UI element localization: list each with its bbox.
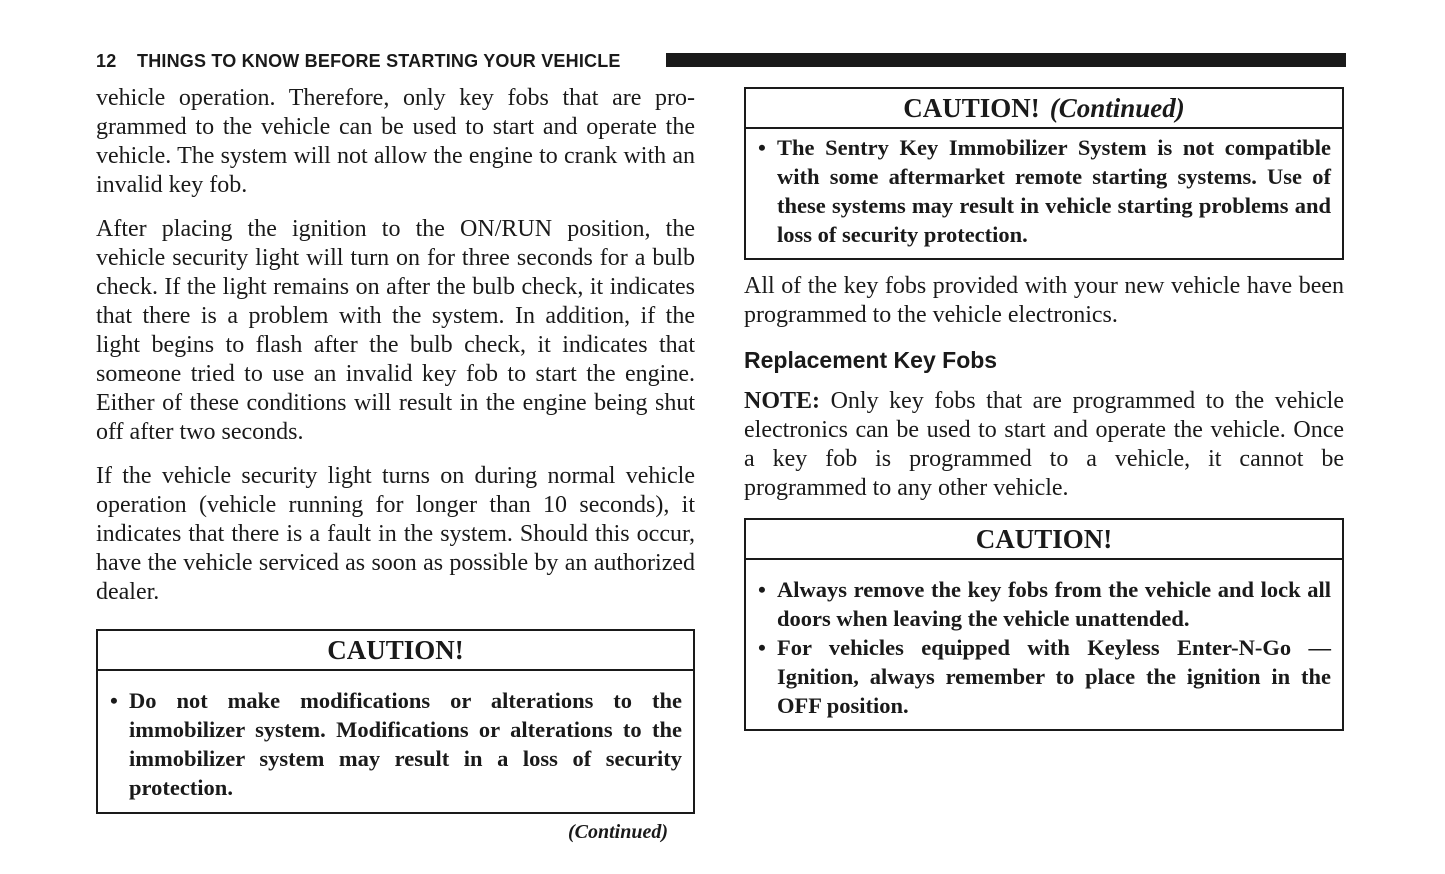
note-text: Only key fobs that are programmed to the vehicle electronics can be used to start and operate the vehicle. Once a key fob is programmed to a vehicle, it cannot be programmed to any other vehicle. <box>744 388 1345 501</box>
paragraph-bulb-check: After placing the ignition to the ON/RUN position, the vehicle security light will turn on for three seconds for a bulb check. If the light remains on after the bulb check, it indicates that there is a problem with the system. In addition, if the light begins to flash after the bulb check, it indicates that someone tried to use an invalid key fob to start the engine. Either of these conditions will result in the engine being shut off after two seconds. <box>96 216 695 445</box>
paragraph-security-light-fault: If the vehicle security light turns on during normal vehicle operation (vehicle running for longer than 10 seconds), it indicates that there is a fault in the system. Should this occur, have the vehicle serviced as soon as possible by an authorized dealer. <box>96 463 695 605</box>
caution-heading <box>98 631 693 671</box>
caution-item: • Always remove the key fobs from the vehicle and lock all doors when leaving the vehicle unattended. <box>758 575 1331 633</box>
section-heading-replacement-key-fobs: Replacement Key Fobs <box>744 347 998 373</box>
caution-heading-text: CAUTION! <box>327 635 464 665</box>
continued-label: (Continued) <box>568 821 669 843</box>
page-header <box>96 49 1346 73</box>
page-number: 12 <box>96 51 117 71</box>
section-title: THINGS TO KNOW BEFORE STARTING YOUR VEHICLE <box>137 51 621 71</box>
caution-item: • The Sentry Key Immobilizer System is not compatible with some aftermarket remote starting systems. Use of these systems may result in vehicle starting problems and loss of security protection. <box>758 133 1331 249</box>
header-rule <box>666 53 1346 67</box>
caution-heading <box>746 89 1342 129</box>
caution-item: • For vehicles equipped with Keyless Enter-N-Go — Ignition, always remember to place the ignition in the OFF position. <box>758 633 1331 720</box>
right-column <box>744 87 1344 731</box>
caution-box-continued <box>744 87 1344 260</box>
caution-continued-suffix: (Continued) <box>1049 93 1185 123</box>
caution-box-key-fobs <box>744 518 1344 731</box>
paragraph-key-fob-operation: vehicle operation. Therefore, only key fobs that are programmed to the vehicle can be used to start and operate the vehicle. The system will not allow the engine to crank with an invalid key fob. <box>96 85 695 198</box>
paragraph-fobs-programmed: All of the key fobs provided with your new vehicle have been programmed to the vehicle electronics. <box>744 273 1344 328</box>
caution-list <box>746 129 1342 258</box>
caution-list <box>746 560 1342 729</box>
caution-box-immobilizer <box>96 629 695 814</box>
caution-list <box>98 671 693 812</box>
note-paragraph <box>744 387 1344 503</box>
left-column <box>96 84 695 814</box>
caution-heading-text: CAUTION! <box>975 524 1113 554</box>
caution-item: • Do not make modifications or alterations to the immobilizer system. Modifications or alterations to the immobilizer system may result in a loss of security protection. <box>110 686 682 802</box>
note-label: NOTE: <box>744 388 821 414</box>
caution-heading <box>746 520 1342 560</box>
caution-heading-text: CAUTION! <box>903 93 1040 123</box>
